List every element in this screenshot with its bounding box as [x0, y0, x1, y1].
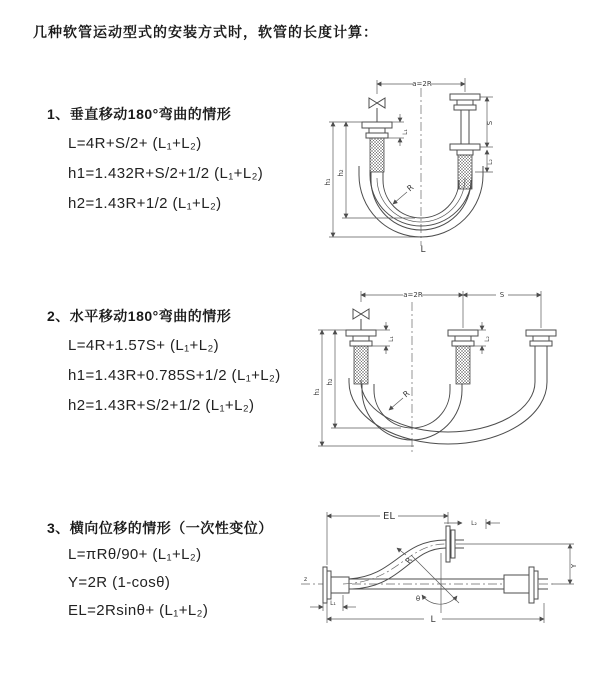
formula-line: h1=1.43R+0.785S+1/2 (L₁+L₂)	[68, 367, 281, 384]
radius-callout	[393, 183, 416, 204]
dim-l1	[310, 595, 356, 611]
hose-u-bend-position2	[349, 346, 547, 444]
dim-width-2r	[361, 291, 541, 328]
formula-line: Y=2R (1-cosθ)	[68, 574, 171, 591]
right-lower-flange	[450, 144, 480, 155]
hose-s-curve	[343, 540, 446, 589]
formula-line: h2=1.43R+S/2+1/2 (L₁+L₂)	[68, 397, 255, 414]
dim-label-l2: L₂	[487, 159, 494, 165]
braided-hose-left	[354, 346, 368, 384]
valve-icon	[369, 98, 385, 122]
dim-label-r: R	[403, 555, 415, 566]
dim-label-l2: L₂	[471, 520, 477, 527]
dim-label-l-bottom: L	[430, 615, 436, 625]
dim-label-l1: L₁	[330, 600, 336, 607]
dim-label-h1: h₁	[313, 388, 321, 396]
dim-label-l2: L₂	[484, 336, 491, 342]
dim-label-r: R	[401, 388, 412, 400]
braided-hose-right	[458, 155, 472, 189]
right-upper-flange	[450, 94, 480, 110]
page-title: 几种软管运动型式的安装方式时，软管的长度计算：	[33, 24, 378, 40]
dim-label-l1: L₁	[402, 129, 409, 135]
angle-construction	[411, 553, 459, 613]
right-flange-moved	[526, 330, 556, 346]
dim-label-h1: h₁	[324, 178, 332, 186]
valve-icon	[353, 309, 369, 330]
dim-label-r: R	[405, 182, 416, 194]
dim-label-y: Y	[570, 563, 578, 569]
formula-line: h1=1.432R+S/2+1/2 (L₁+L₂)	[68, 165, 264, 182]
dim-l1	[372, 322, 395, 354]
dim-label-l1: L₁	[388, 336, 395, 342]
dim-label-s: S	[486, 120, 494, 126]
dim-label-2r: a=2R	[403, 291, 423, 299]
dim-l1	[388, 114, 409, 146]
braided-hose-left	[370, 138, 384, 172]
dim-l2	[475, 150, 494, 172]
dim-label-l-bottom: L	[420, 245, 426, 255]
left-flange	[323, 567, 349, 603]
formula-line: L=πRθ/90+ (L₁+L₂)	[68, 546, 202, 563]
dim-s	[480, 97, 494, 147]
middle-flange	[448, 330, 478, 346]
dim-l2	[474, 322, 491, 354]
dim-label-s: S	[499, 291, 505, 299]
dim-s	[463, 291, 541, 299]
section-2-heading: 2、水平移动180°弯曲的情形	[47, 308, 232, 324]
left-flange	[362, 122, 392, 138]
formula-line: L=4R+1.57S+ (L₁+L₂)	[68, 337, 220, 354]
right-flange-original	[504, 567, 548, 603]
dim-label-h2: h₂	[337, 169, 345, 177]
dim-label-el: EL	[383, 511, 395, 522]
centerline-mark: z	[304, 576, 308, 583]
radius-callout	[389, 389, 412, 410]
formula-line: L=4R+S/2+ (L₁+L₂)	[68, 135, 202, 152]
section-3-heading: 3、横向位移的情形（一次性变位）	[47, 520, 273, 536]
diagram-vertical-180-bend	[315, 70, 590, 255]
dim-l2	[444, 519, 500, 529]
dim-label-2r: a=2R	[412, 80, 432, 88]
left-flange	[346, 330, 376, 346]
dim-el	[327, 511, 448, 565]
section-1-heading: 1、垂直移动180°弯曲的情形	[47, 106, 232, 122]
diagram-lateral-displacement	[296, 503, 598, 648]
dim-label-theta: θ	[415, 595, 421, 603]
diagram-horizontal-180-bend	[306, 282, 598, 462]
formula-line: EL=2Rsinθ+ (L₁+L₂)	[68, 602, 209, 619]
dim-l	[327, 603, 544, 625]
formula-line: h2=1.43R+1/2 (L₁+L₂)	[68, 195, 222, 212]
dim-label-h2: h₂	[326, 378, 334, 386]
braided-hose-middle	[456, 346, 470, 384]
